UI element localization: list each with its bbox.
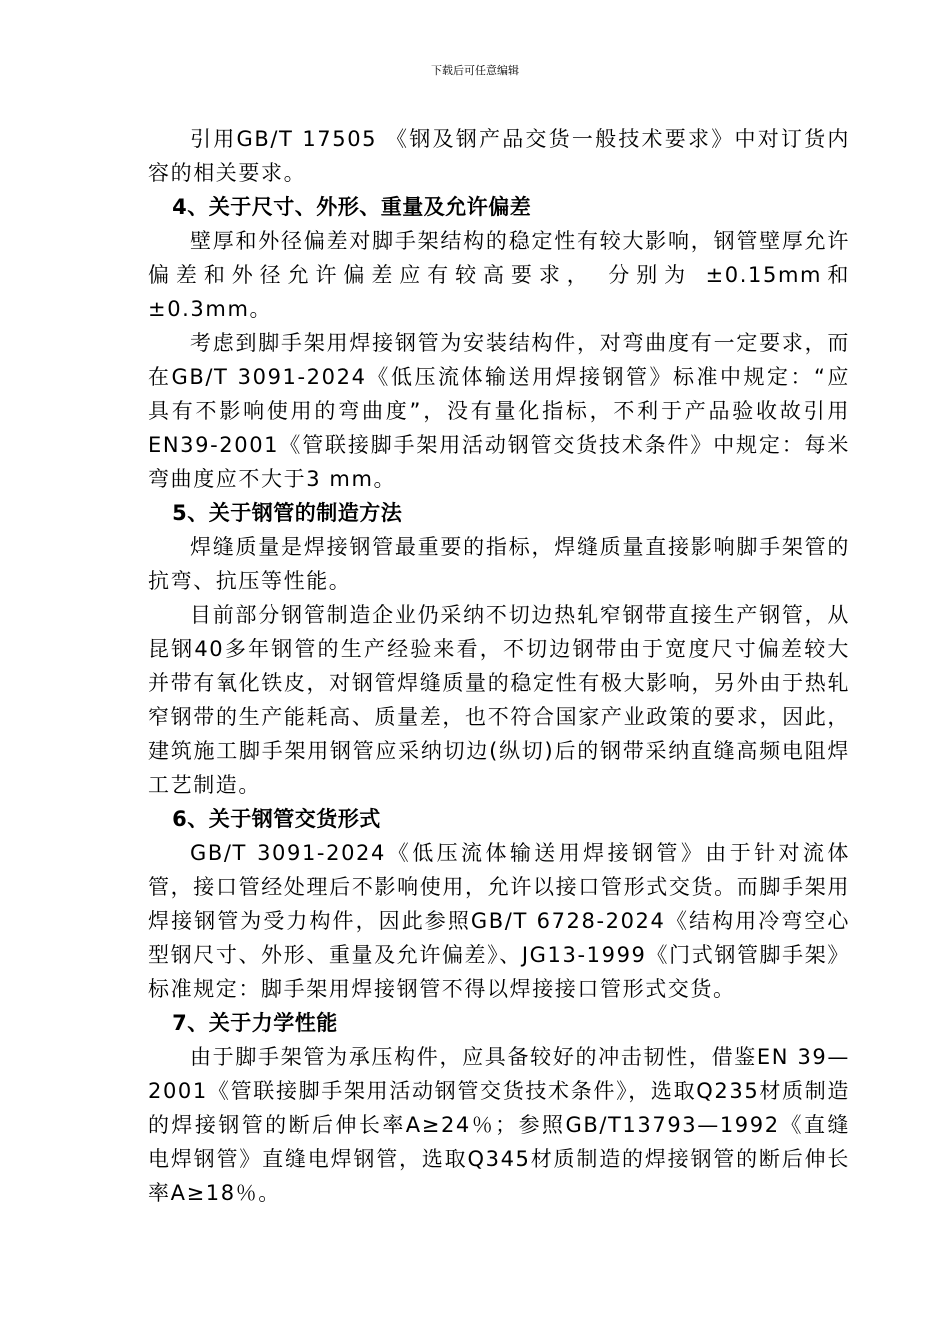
section-heading-5: 5、关于钢管的制造方法 <box>172 501 403 525</box>
section-heading-7: 7、关于力学性能 <box>172 1011 338 1035</box>
paragraph-weld-quality: 焊缝质量是焊接钢管最重要的指标，焊缝质量直接影响脚手架管的抗弯、抗压等性能。 <box>148 535 850 593</box>
section-heading-6: 6、关于钢管交货形式 <box>172 807 381 831</box>
paragraph-manufacturing: 目前部分钢管制造企业仍采纳不切边热轧窄钢带直接生产钢管，从昆钢40多年钢管的生产经验来看，不切边钢带由于宽度尺寸偏差较大并带有氧化铁皮，对钢管焊缝质量的稳定性有极大影响，另外由于热轧窄钢带的生产能耗高、质量差，也不符合国家产业政策的要求，因此，建筑施工脚手架用钢管应采纳切边(纵切)后的钢带采纳直缝高频电阻焊工艺制造。 <box>148 603 850 797</box>
paragraph-bending: 考虑到脚手架用焊接钢管为安装结构件，对弯曲度有一定要求，而在GB/T 3091-2024《低压流体输送用焊接钢管》标准中规定：“应具有不影响使用的弯曲度”，没有量化指标，不利于产品验收故引用EN39-2001《管联接脚手架用活动钢管交货技术条件》中规定：每米弯曲度应不大于3 mm。 <box>148 331 850 491</box>
paragraph-tolerance: 壁厚和外径偏差对脚手架结构的稳定性有较大影响，钢管壁厚允许偏差和外径允许偏差应有较高要求， 分别为 ±0.15mm和±0.3mm。 <box>148 229 850 321</box>
section-heading-4: 4、关于尺寸、外形、重量及允许偏差 <box>172 195 532 219</box>
paragraph-delivery-form: GB/T 3091-2024《低压流体输送用焊接钢管》由于针对流体管，接口管经处理后不影响使用，允许以接口管形式交货。而脚手架用焊接钢管为受力构件，因此参照GB/T 6728-2024《结构用冷弯空心型钢尺寸、外形、重量及允许偏差》、JG13-1999《门式钢管脚手架》标准规定：脚手架用焊接钢管不得以焊接接口管形式交货。 <box>148 841 850 1001</box>
paragraph-mechanical-properties: 由于脚手架管为承压构件，应具备较好的冲击韧性，借鉴EN 39—2001《管联接脚手架用活动钢管交货技术条件》，选取Q235材质制造的焊接钢管的断后伸长率A≥24％；参照GB/T13793—1992《直缝电焊钢管》直缝电焊钢管，选取Q345材质制造的焊接钢管的断后伸长率A≥18％。 <box>148 1045 850 1205</box>
header-note: 下载后可任意编辑 <box>431 64 519 77</box>
paragraph-standard-reference: 引用GB/T 17505 《钢及钢产品交货一般技术要求》中对订货内容的相关要求。 <box>148 127 850 185</box>
document-body <box>148 122 850 1210</box>
